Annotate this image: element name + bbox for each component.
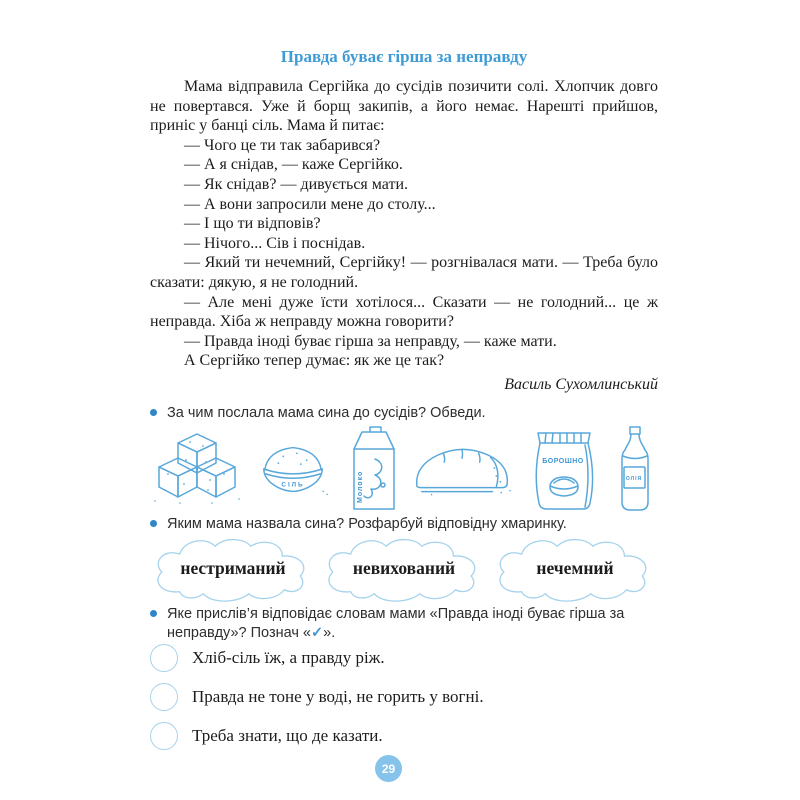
bullet-icon — [150, 610, 157, 617]
answer-circle[interactable] — [150, 683, 178, 711]
cloud-option-3[interactable] — [492, 530, 658, 608]
story-paragraph: — Нічого... Сів і поснідав. — [184, 234, 366, 252]
page-title: Правда буває гірша за неправду — [280, 47, 528, 66]
exercise-1-prompt-text: За чим послала мама сина до сусідів? Обведи. — [167, 405, 486, 421]
exercise-2-prompt-text: Яким мама назвала сина? Розфарбуй відповідну хмаринку. — [167, 516, 567, 532]
flour-bag-label: БОРОШНО — [542, 458, 584, 465]
exercise-1-prompt — [150, 404, 658, 423]
milk-carton-illustration[interactable] — [341, 425, 399, 513]
cloud-word: нестриманий — [180, 558, 286, 578]
proverb-option-row — [150, 644, 658, 672]
exercise-3-prompt — [150, 605, 658, 643]
story-paragraph: — Правда іноді буває гірша за неправду, — каже мати. — [184, 332, 557, 350]
bullet-icon — [150, 409, 157, 416]
bullet-icon — [150, 520, 157, 527]
page-number-badge: 29 — [375, 755, 402, 782]
answer-circle[interactable] — [150, 722, 178, 750]
story-author: Василь Сухомлинський — [504, 376, 658, 393]
oil-bottle-illustration[interactable] — [612, 425, 658, 513]
flour-bag-illustration[interactable] — [525, 425, 603, 513]
oil-bottle-label: ОЛІЯ — [625, 476, 643, 482]
cloud-option-1[interactable] — [150, 530, 316, 608]
story-paragraph: — Чого це ти так забарився? — [184, 136, 381, 154]
exercise-1-illustrations — [150, 424, 658, 514]
story-paragraph: — Який ти нечемний, Сергійку! — розгнівалася мати. — Треба було сказати: дякую, я не голодний. — [150, 254, 658, 291]
proverb-text: Правда не тоне у воді, не горить у вогні. — [192, 687, 484, 706]
story-paragraph: — А вони запросили мене до столу... — [184, 195, 436, 213]
story-paragraph: — А я снідав, — каже Сергійко. — [184, 156, 403, 174]
checkmark-icon: ✓ — [311, 625, 324, 641]
cloud-option-2[interactable] — [321, 530, 487, 608]
proverb-option-row — [150, 683, 658, 711]
story-paragraph: Мама відправила Сергійка до сусідів позичити солі. Хлопчик довго не повертався. Уже й борщ закипів, а його немає. Нарешті прийшов, приніс у банці сіль. Мама й питає: — [150, 78, 658, 135]
proverb-option-row — [150, 722, 658, 750]
milk-carton-label: Молоко — [357, 470, 364, 503]
sugar-cubes-illustration[interactable] — [150, 430, 245, 508]
proverb-text: Треба знати, що де казати. — [192, 726, 383, 745]
exercise-3-prompt-text: Яке прислів’я відповідає словам мами «Правда іноді буває гірша за неправду»? Познач «✓». — [167, 606, 625, 641]
exercise-2-clouds — [150, 530, 658, 608]
story-paragraph: А Сергійко тепер думає: як же це так? — [184, 352, 445, 370]
proverb-text: Хліб-сіль їж, а правду ріж. — [192, 648, 385, 667]
story-text — [150, 77, 658, 371]
story-paragraph: — Як снідав? — дивується мати. — [184, 175, 409, 193]
story-paragraph: — Але мені дуже їсти хотілося... Сказати — не голодний... це ж неправда. Хіба ж неправду можна говорити? — [150, 293, 658, 331]
salt-bowl-label: СІЛЬ — [281, 481, 305, 489]
bread-loaf-illustration[interactable] — [408, 440, 516, 498]
cloud-word: невихований — [352, 558, 456, 578]
cloud-word: нечемний — [536, 558, 614, 578]
story-paragraph: — І що ти відповів? — [184, 215, 321, 233]
exercise-3-options — [150, 644, 658, 761]
answer-circle[interactable] — [150, 644, 178, 672]
salt-bowl-illustration[interactable] — [254, 438, 332, 500]
